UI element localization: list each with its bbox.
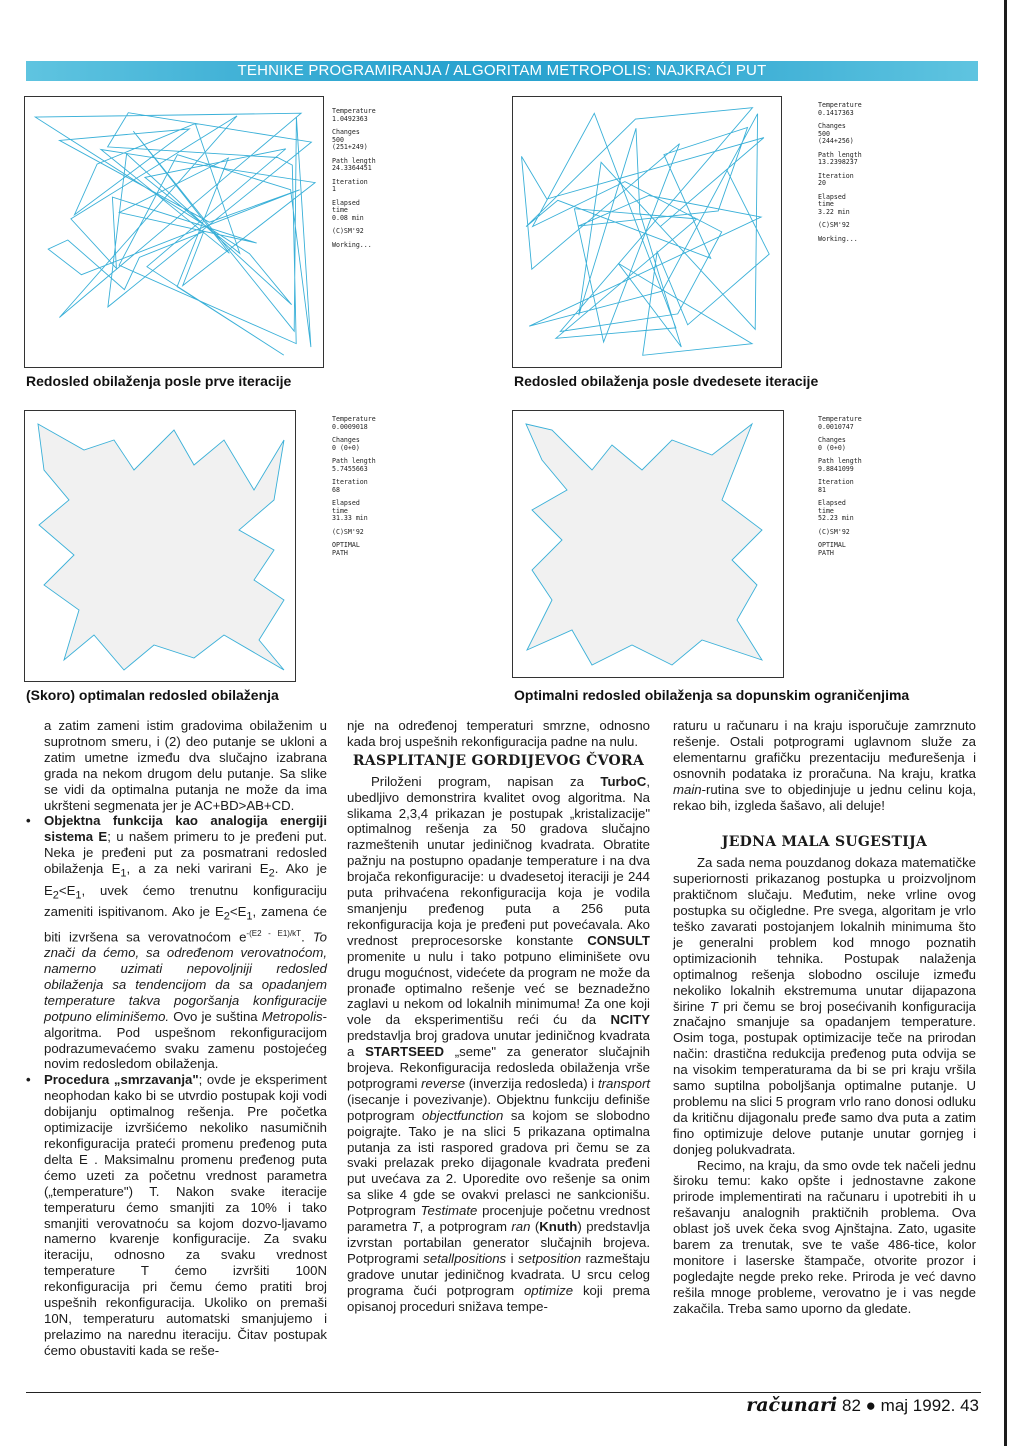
text-span: koji prema opisanoj proceduri snižava tempe-	[347, 1282, 650, 1314]
superscript: -(E2 - E1)/kT	[246, 928, 302, 938]
figure-3	[24, 410, 376, 682]
subscript: 1	[120, 867, 127, 880]
copyright: (C)SM'92	[818, 221, 850, 229]
paragraph	[673, 855, 976, 1157]
text-column-3	[673, 718, 976, 1317]
figure-3-readout	[332, 416, 376, 557]
temp-label: Temperature	[332, 415, 376, 423]
text-span: i	[506, 1250, 518, 1266]
figure-3-plot	[24, 410, 296, 682]
italic-span: T	[709, 998, 718, 1014]
figure-2-readout	[818, 102, 862, 243]
magazine-name: računari	[746, 1394, 838, 1416]
paragraph: nje na određenoj temperaturi smrzne, odnosno kada broj uspešnih rekonfiguracija padne na nulu.	[347, 718, 650, 749]
changes-value: 500 (251+249)	[332, 135, 368, 151]
text-span: (isecanje i povezivanje). Objektnu funkciju definiše potprogram	[347, 1091, 650, 1123]
temp-value: 0.0010747	[818, 422, 854, 431]
italic-span: main	[673, 781, 702, 797]
copyright: (C)SM'92	[818, 527, 850, 536]
section-heading: JEDNA MALA SUGESTIJA	[721, 834, 928, 851]
text-span: .	[301, 929, 305, 945]
italic-span: T	[411, 1219, 420, 1235]
tour-path	[38, 424, 284, 670]
page-number: 43	[960, 1396, 979, 1415]
figure-4	[512, 410, 862, 678]
path-label: Path length	[818, 457, 862, 465]
path-value: 13.2398237	[818, 158, 858, 166]
bold-span: CONSULT	[587, 932, 650, 948]
italic-span: Testimate	[420, 1203, 478, 1219]
bullet-icon: •	[26, 813, 31, 829]
text-span: razmeštaju gradove unutar jediničnog kvadrata. U srcu celog programa čući potprogram	[347, 1250, 650, 1298]
italic-span: ran	[511, 1219, 531, 1235]
temp-label: Temperature	[818, 415, 862, 423]
subscript: 2	[223, 910, 230, 923]
text-column-1	[26, 718, 328, 1359]
bullet-freezing	[26, 1072, 327, 1358]
bullet-head: Objektna funkcija kao analogija energiji sistema E	[44, 813, 327, 845]
text-span: -algoritma. Pod uspešnom rekonfiguracijom podrazumevaćemo svaku zamenu postojećeg novim redosledom obilaženja.	[44, 1008, 328, 1072]
italic-span: setposition	[517, 1250, 582, 1266]
temp-label: Temperature	[818, 101, 862, 109]
subscript: 1	[246, 910, 253, 923]
figure-3-caption: (Skoro) optimalan redosled obilaženja	[26, 687, 279, 703]
iteration-value: 68	[332, 485, 340, 494]
text-span: ; ovde je eksperiment neophodan kako bi se utvrdio postupak koji vodi dobijanju optimalnog rešenja. Pre početka optimizacije izvršićemo nekoliko nasumičnih rekonfiguracija prateći promenu pređenog puta delta E . Maksimalnu promenu pređenog puta ćemo uzeti za početnu vrednost parametra („temperature") T. Nakon svake iteracije temperaturu ćemo smanjiti za 10% i tako smanjiti verovatnoću sa kojom dozvo-ljavamo namerno kvarenje konfiguracije. Za svaku iteraciju, odnosno za svaku vrednost temperature T ćemo izvršiti 100N rekonfiguracija pri čemu ćemo pratiti broj uspešnih rekonfiguracija. Ukoliko on premaši 10N, temperaturu automatski smanjujemo i prelazimo na narednu iteraciju. Čitav postupak ćemo obustaviti kada se reše-	[44, 1072, 327, 1358]
elapsed-label: Elapsed time	[818, 192, 846, 208]
text-span: Priloženi program, napisan za	[371, 773, 601, 789]
bold-span: NCITY	[610, 1012, 650, 1028]
figure-4-plot	[512, 410, 784, 678]
italic-span: To znači da ćemo, sa određenom verovatnoćom, namerno uzimati nepovoljniji redosled obilaženja sa tendencijom da sa opadanjem temperature takva pogoršanja konfiguracije potpuno eliminišemo.	[44, 929, 328, 1024]
text-span: , uvek ćemo trenutnu konfiguraciju zameniti ispitivanom. Ako je E	[44, 882, 327, 920]
changes-label: Changes	[818, 122, 846, 130]
paragraph	[347, 774, 650, 1315]
text-span: , ubedljivo demonstrira kvalitet ovog algoritma. Na slikama 2,3,4 prikazan je postupak „kristalizacije" optimalnog rešenja za 50 gradova slučajno razmeštenih unutar jediničnog kvadrata. Obratite pažnju na postupno opadanje temperature i na dva brojača rekonfiguracije: u dvadesetoj iteraciji je 244 puta prihvaćena rekonfiguracija koja je vodila smanjenju pređenog puta a 256 puta rekonfiguracija koja je pređeni put povećavala. Ako vrednost preprocesorske konstante	[347, 773, 650, 948]
tour-path	[35, 113, 315, 355]
issue-number: 82	[842, 1396, 861, 1415]
copyright: (C)SM'92	[332, 527, 364, 536]
issue-date: maj 1992.	[880, 1396, 956, 1415]
bullet-icon: •	[26, 1072, 31, 1088]
temp-value: 1.0492363	[332, 114, 368, 123]
figure-2-plot	[512, 96, 782, 368]
tour-path	[526, 424, 762, 665]
elapsed-label: Elapsed time	[332, 499, 360, 515]
path-value: 24.3364451	[332, 164, 372, 172]
elapsed-value: 0.08 min	[332, 213, 364, 222]
figure-1-readout	[332, 108, 376, 249]
path-value: 5.7455663	[332, 464, 368, 473]
tour-path	[522, 108, 770, 356]
iteration-value: 81	[818, 485, 826, 494]
text-span: ) predstavlja izvrstan portabilan generator slučajnih brojeva. Potprogrami	[347, 1219, 650, 1266]
italic-span: objectfunction	[421, 1107, 504, 1123]
text-span: promenite u nulu i tako potpuno eliminišete ovu drugu mogućnost, videćete da program ne može da pronađe optimalno rešenje već se beznadežno zaglavi u nekom od lokalnih minimuma! Za one koji vole da eksperimentišu reći ću da	[347, 948, 650, 1028]
subscript: 1	[75, 889, 82, 902]
path-label: Path length	[332, 156, 376, 165]
path-label: Path length	[818, 150, 862, 159]
text-column-2	[347, 718, 650, 1315]
copyright: (C)SM'92	[332, 227, 364, 235]
italic-span: reverse	[421, 1075, 466, 1091]
text-span: <E	[58, 882, 76, 898]
text-span: procenjuje početnu vrednost parametra	[347, 1203, 650, 1235]
figure-1-plot	[24, 96, 324, 368]
text-span: Ovo je suština	[169, 1008, 262, 1024]
bold-span: STARTSEED	[365, 1044, 444, 1060]
footer-rule	[26, 1392, 981, 1393]
temp-value: 0.1417363	[818, 108, 854, 117]
paragraph	[673, 718, 976, 813]
text-span: pri čemu se broj posećivanih konfiguracija značajno smanjuje sa opadanjem temperature. Osim toga, postupak optimizacije teče na prirodan način: drastična redukcija pređenog puta odvija se na visokim temperaturama da bi se pri kraju vršila samo suptilna poboljšanja optimalne putanje. U problemu na slici 5 program vrlo rano donosi odluku da kritičnu dijagonalu pređe samo dva puta a zatim fino optimizuje delove putanje unutar gornjeg i donjeg polukvadrata.	[673, 998, 976, 1157]
iteration-label: Iteration	[818, 171, 854, 180]
bold-span: Knuth	[539, 1219, 578, 1235]
figure-4-caption: Optimalni redosled obilaženja sa dopunskim ograničenjima	[514, 687, 910, 703]
changes-value: 500 (244+256)	[818, 129, 854, 145]
figure-2-caption: Redosled obilaženja posle dvedesete iteracije	[514, 373, 819, 389]
bold-span: TurboC	[600, 773, 647, 789]
status-text: OPTIMAL PATH	[332, 541, 360, 557]
text-span: , zamena će biti izvršena sa verovatnoćom e	[44, 904, 327, 945]
path-value: 9.8841099	[818, 464, 854, 473]
figure-2	[512, 96, 862, 368]
subscript: 2	[52, 889, 59, 902]
subscript: 2	[268, 867, 275, 880]
italic-span: optimize	[523, 1282, 574, 1298]
changes-label: Changes	[332, 128, 360, 136]
text-span: sa kojom se slobodno poigrajte. Tako je na slici 5 prikazana optimalna putanja za isti raspored gradova pri čemu se za svaki prelazak preko dijagonale kvadrata pređeni put uvećava za 2. Uporedite ovo rešenje sa onim sa slike 4 gde se ovakvi prelasci ne sankcionišu. Potprogram	[347, 1107, 651, 1219]
page-footer	[746, 1394, 979, 1416]
elapsed-value: 52.23 min	[818, 514, 854, 522]
text-span: , a za neki varirani E	[126, 861, 269, 877]
bullet-head: Procedura „smrzavanja"	[44, 1072, 199, 1088]
bullet-icon: ●	[865, 1396, 876, 1415]
italic-span: setallpositions	[423, 1250, 507, 1266]
italic-span: transport	[597, 1075, 650, 1091]
text-span: , a potprogram	[419, 1219, 512, 1235]
text-span: „seme" za generator slučajnih brojeva. Rekonfiguracija redosleda obilaženja vrše potprogrami	[347, 1044, 651, 1091]
text-span: . Ako je E	[44, 861, 327, 898]
changes-value: 0 (0+0)	[818, 443, 846, 452]
changes-label: Changes	[332, 436, 360, 444]
paragraph: a zatim zameni istim gradovima obilaženim u suprotnom smeru, i (2) deo putanje se ukloni a zatim umetne između dva slučajno izabrana grada na nekom drugom delu putanje. Sa slike se vidi da optimalna putanja ne može da ima ukršteni segmenata jer je AC+BD>AB+CD.	[44, 718, 327, 813]
section-heading: RASPLITANJE GORDIJEVOG ČVORA	[352, 752, 645, 769]
section-header: TEHNIKE PROGRAMIRANJA / ALGORITAM METROPOLIS: NAJKRAĆI PUT	[26, 61, 978, 81]
paragraph: Recimo, na kraju, da smo ovde tek načeli jednu široku temu: kako opšte i jednostavne zakone prirode implementirati na računaru i upotrebiti ih u rešavanju analognih praktičnih problema. Ova oblast još uvek čeka svog Ajnštajna. Zato, ugasite barem za trenutak, sve te vaše 486-tice, kolor monitore i laserske štampače, otvorite prozor i pogledajte negde preko reke. Priroda je već davno rešila mnoge probleme, verovatno je i vas negde zakačila. Treba samo uporno da gledate.	[673, 1157, 976, 1316]
text-span: Za sada nema pouzdanog dokaza matematičke superiornosti prikazanog postupka u proizvoljnom praktičnom slučaju. Međutim, neke vrline ovog postupka su očigledne. Pre svega, algoritam je vrlo teško zavarati postojanjem lokalnih minimuma što je generalni problem kod mnogo poznatih optimizacionih tehnika. Postupak nalaženja optimalnog rešenja slobodno osciluje između nekoliko lokalnih ekstremuma unutar dijapazona širine	[673, 855, 976, 1014]
iteration-label: Iteration	[332, 478, 368, 486]
temp-label: Temperature	[332, 107, 376, 115]
text-span: <E	[229, 904, 247, 920]
text-span: -rutina sve to objedinjuje u jednu celinu koja, rekao bih, izgleda šašavo, ali deluje!	[673, 781, 976, 813]
elapsed-label: Elapsed time	[818, 499, 846, 515]
status-text: Working...	[818, 234, 858, 243]
text-span: (inverzija redosleda) i	[465, 1075, 598, 1091]
bullet-objective	[26, 813, 328, 1072]
path-label: Path length	[332, 457, 376, 465]
temp-value: 0.0009018	[332, 422, 368, 431]
figure-1-caption: Redosled obilaženja posle prve iteracije	[26, 373, 292, 389]
figure-1	[24, 96, 376, 368]
text-span: predstavlja broj gradova unutar jediničnog kvadrata a	[347, 1028, 650, 1060]
elapsed-label: Elapsed time	[332, 198, 360, 214]
status-text: Working...	[332, 240, 372, 249]
text-span: raturu u računaru i na kraju isporučuje zamrznuto rešenje. Ostali potprogrami uglavnom služe za elementarnu grafičku prezentaciju međurešenja i osnovnih podataka iz proračuna. Na kraju, kratka	[673, 718, 976, 781]
text-span: (	[530, 1219, 540, 1235]
changes-value: 0 (0+0)	[332, 443, 360, 452]
status-text: OPTIMAL PATH	[818, 541, 846, 557]
iteration-label: Iteration	[818, 478, 854, 486]
text-span: ; u našem primeru to je pređeni put. Neka je pređeni put za posmatrani redosled obilaženja E	[44, 829, 327, 877]
elapsed-value: 31.33 min	[332, 514, 368, 522]
italic-span: Metropolis	[261, 1008, 323, 1024]
figure-4-readout	[818, 416, 862, 557]
elapsed-value: 3.22 min	[818, 207, 850, 216]
page-edge-bar	[1004, 0, 1007, 1446]
changes-label: Changes	[818, 436, 846, 444]
iteration-label: Iteration	[332, 177, 368, 186]
iteration-value: 1	[332, 185, 336, 193]
iteration-value: 20	[818, 179, 826, 187]
